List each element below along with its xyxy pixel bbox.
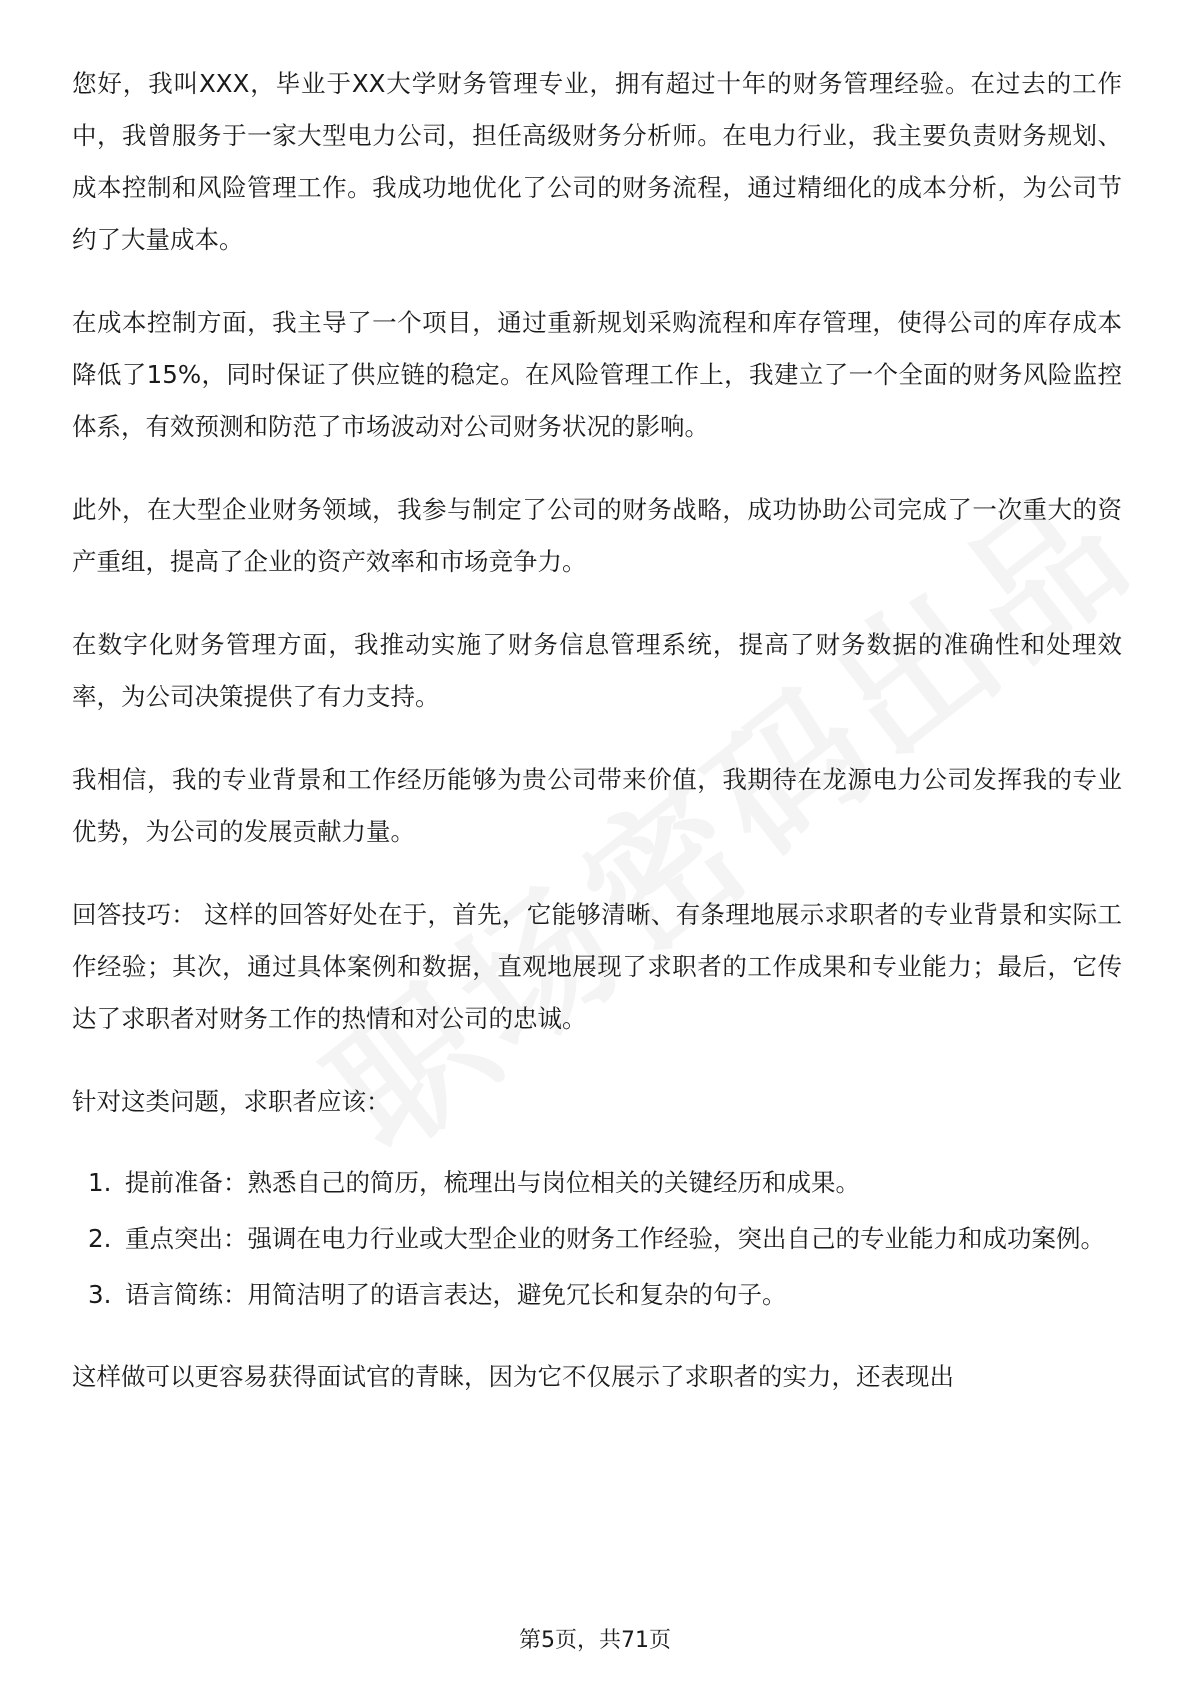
list-item <box>72 1269 1122 1321</box>
list-item-text: 提前准备：熟悉自己的简历，梳理出与岗位相关的关键经历和成果。 <box>125 1168 860 1197</box>
paragraph-cost-control: 在成本控制方面，我主导了一个项目，通过重新规划采购流程和库存管理，使得公司的库存成本降低了15%，同时保证了供应链的稳定。在风险管理工作上，我建立了一个全面的财务风险监控体系，有效预测和防范了市场波动对公司财务状况的影响。 <box>72 308 1122 441</box>
list-item <box>72 1213 1122 1265</box>
advice-list <box>72 1157 1122 1321</box>
paragraph-closing: 这样做可以更容易获得面试官的青睐，因为它不仅展示了求职者的实力，还表现出 <box>72 1362 954 1391</box>
list-item <box>72 1157 1122 1209</box>
list-item-number: 1. <box>88 1168 112 1197</box>
paragraph-advice-lead: 针对这类问题，求职者应该： <box>72 1087 391 1116</box>
list-item-number: 2. <box>88 1224 112 1253</box>
document-body <box>72 58 1122 1434</box>
paragraph-digital-finance: 在数字化财务管理方面，我推动实施了财务信息管理系统，提高了财务数据的准确性和处理效率，为公司决策提供了有力支持。 <box>72 630 1122 711</box>
page-number-footer: 第5页，共71页 <box>519 1628 671 1653</box>
paragraph-intro: 您好，我叫XXX，毕业于XX大学财务管理专业，拥有超过十年的财务管理经验。在过去的工作中，我曾服务于一家大型电力公司，担任高级财务分析师。在电力行业，我主要负责财务规划、成本控制和风险管理工作。我成功地优化了公司的财务流程，通过精细化的成本分析，为公司节约了大量成本。 <box>72 69 1122 254</box>
list-item-text: 语言简练：用简洁明了的语言表达，避免冗长和复杂的句子。 <box>125 1280 787 1309</box>
paragraph-enterprise-finance: 此外，在大型企业财务领域，我参与制定了公司的财务战略，成功协助公司完成了一次重大的资产重组，提高了企业的资产效率和市场竞争力。 <box>72 495 1122 576</box>
list-item-text: 重点突出：强调在电力行业或大型企业的财务工作经验，突出自己的专业能力和成功案例。 <box>125 1224 1105 1253</box>
paragraph-conclusion: 我相信，我的专业背景和工作经历能够为贵公司带来价值，我期待在龙源电力公司发挥我的专业优势，为公司的发展贡献力量。 <box>72 765 1122 846</box>
list-item-number: 3. <box>88 1280 112 1309</box>
paragraph-answer-tips: 回答技巧： 这样的回答好处在于，首先，它能够清晰、有条理地展示求职者的专业背景和实际工作经验；其次，通过具体案例和数据，直观地展现了求职者的工作成果和专业能力；最后，它传达了求职者对财务工作的热情和对公司的忠诚。 <box>72 900 1122 1033</box>
